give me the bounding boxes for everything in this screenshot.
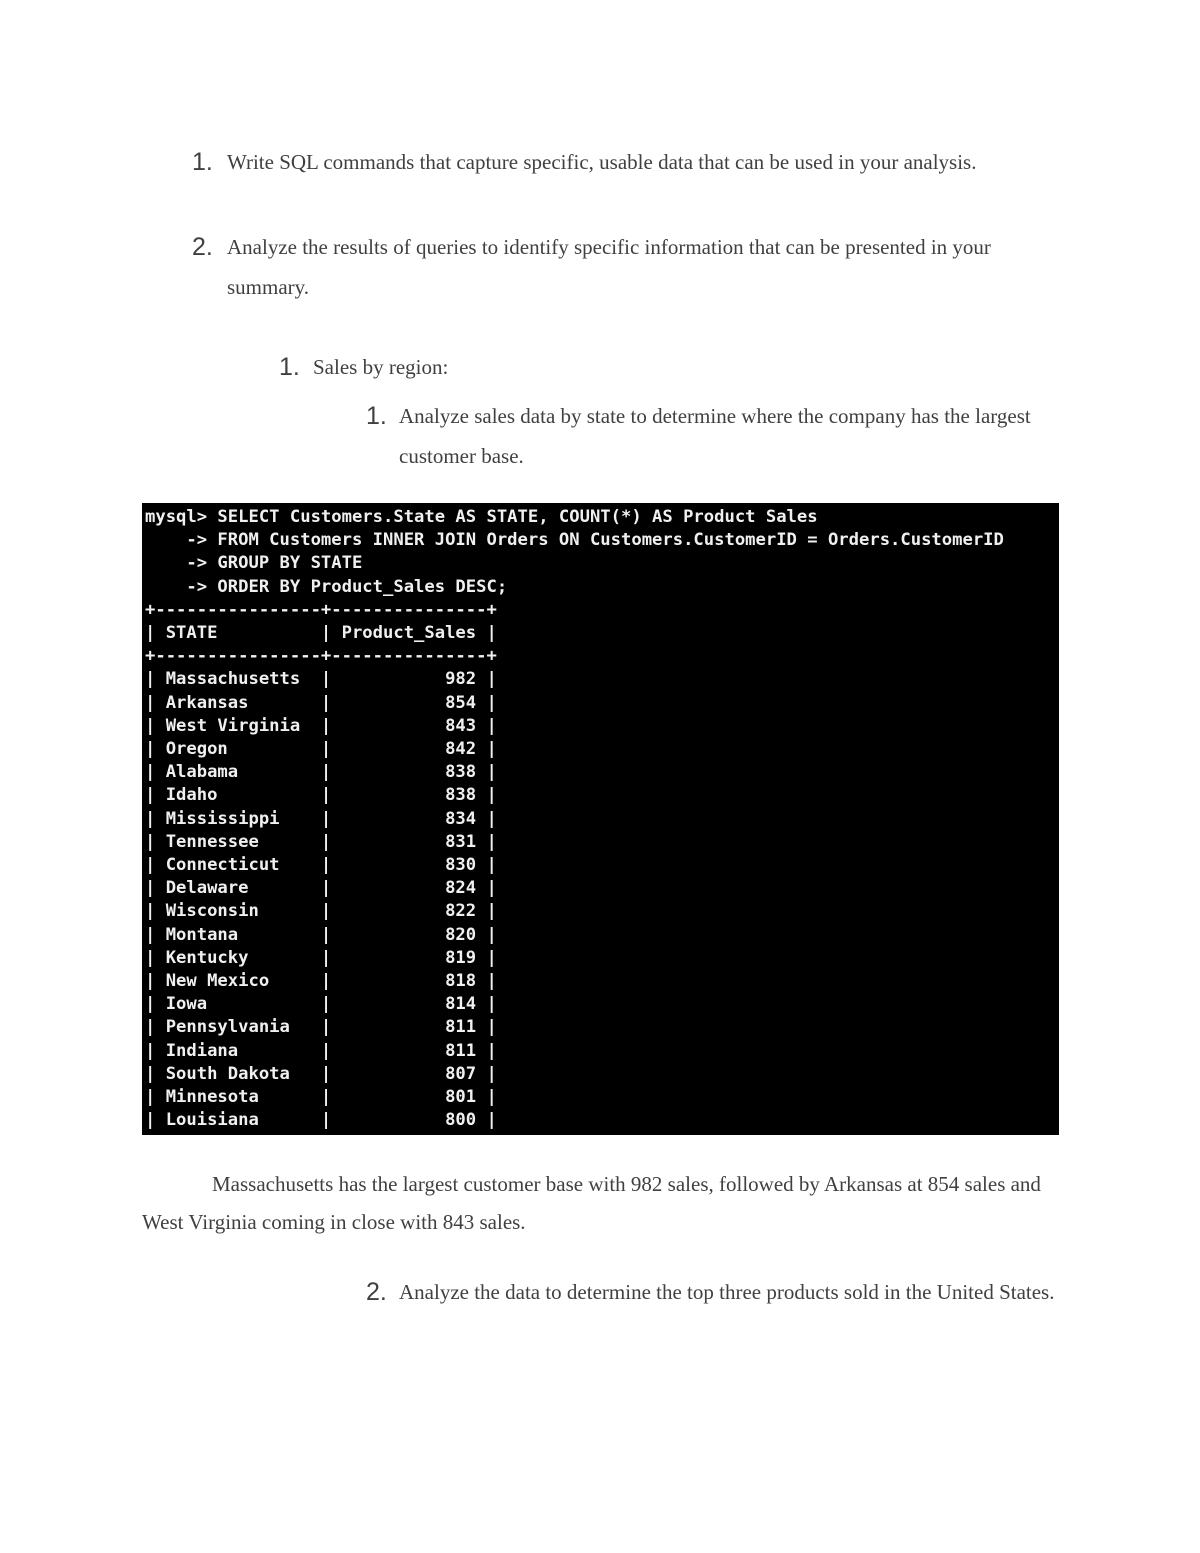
list-item-2 <box>192 227 1052 307</box>
subsub-list-item-1 <box>366 396 1066 476</box>
list-number: 1. <box>279 353 300 381</box>
list-number: 1. <box>192 148 213 176</box>
list-number: 1. <box>366 402 387 430</box>
terminal-screenshot <box>142 503 1059 1135</box>
summary-paragraph: Massachusetts has the largest customer base with 982 sales, followed by Arkansas at 854 sales and West Virginia coming in close with 843 sales. <box>142 1172 1041 1234</box>
sub-list-item-sales-by-region <box>279 347 1059 387</box>
list-text: Analyze the data to determine the top three products sold in the United States. <box>399 1280 1055 1304</box>
list-number: 2. <box>366 1278 387 1306</box>
list-text: Write SQL commands that capture specific, usable data that can be used in your analysis. <box>227 150 977 174</box>
list-item-1 <box>192 142 1052 182</box>
list-text: Sales by region: <box>313 355 449 379</box>
list-text: Analyze sales data by state to determine where the company has the largest customer base. <box>399 404 1031 468</box>
list-text: Analyze the results of queries to identify specific information that can be presented in your summary. <box>227 235 991 299</box>
terminal-output: mysql> SELECT Customers.State AS STATE, COUNT(*) AS Product Sales -> FROM Customers INNER JOIN Orders ON Customers.CustomerID = Orders.CustomerID -> GROUP BY STATE -> ORDER BY Product_Sales DESC; +----------------+---------------+ | STATE | Product_Sales | +----------------+---------------+ | Massachusetts | 982 | | Arkansas | 854 | | West Virginia | 843 | | Oregon | 842 | | Alabama | 838 | | Idaho | 838 | | Mississippi | 834 | | Tennessee | 831 | | Connecticut | 830 | | Delaware | 824 | | Wisconsin | 822 | | Montana | 820 | | Kentucky | 819 | | New Mexico | 818 | | Iowa | 814 | | Pennsylvania | 811 | | Indiana | 811 | | South Dakota | 807 | | Minnesota | 801 | | Louisiana | 800 | <box>145 507 1004 1131</box>
list-number: 2. <box>192 233 213 261</box>
subsub-list-item-2 <box>366 1272 1066 1312</box>
